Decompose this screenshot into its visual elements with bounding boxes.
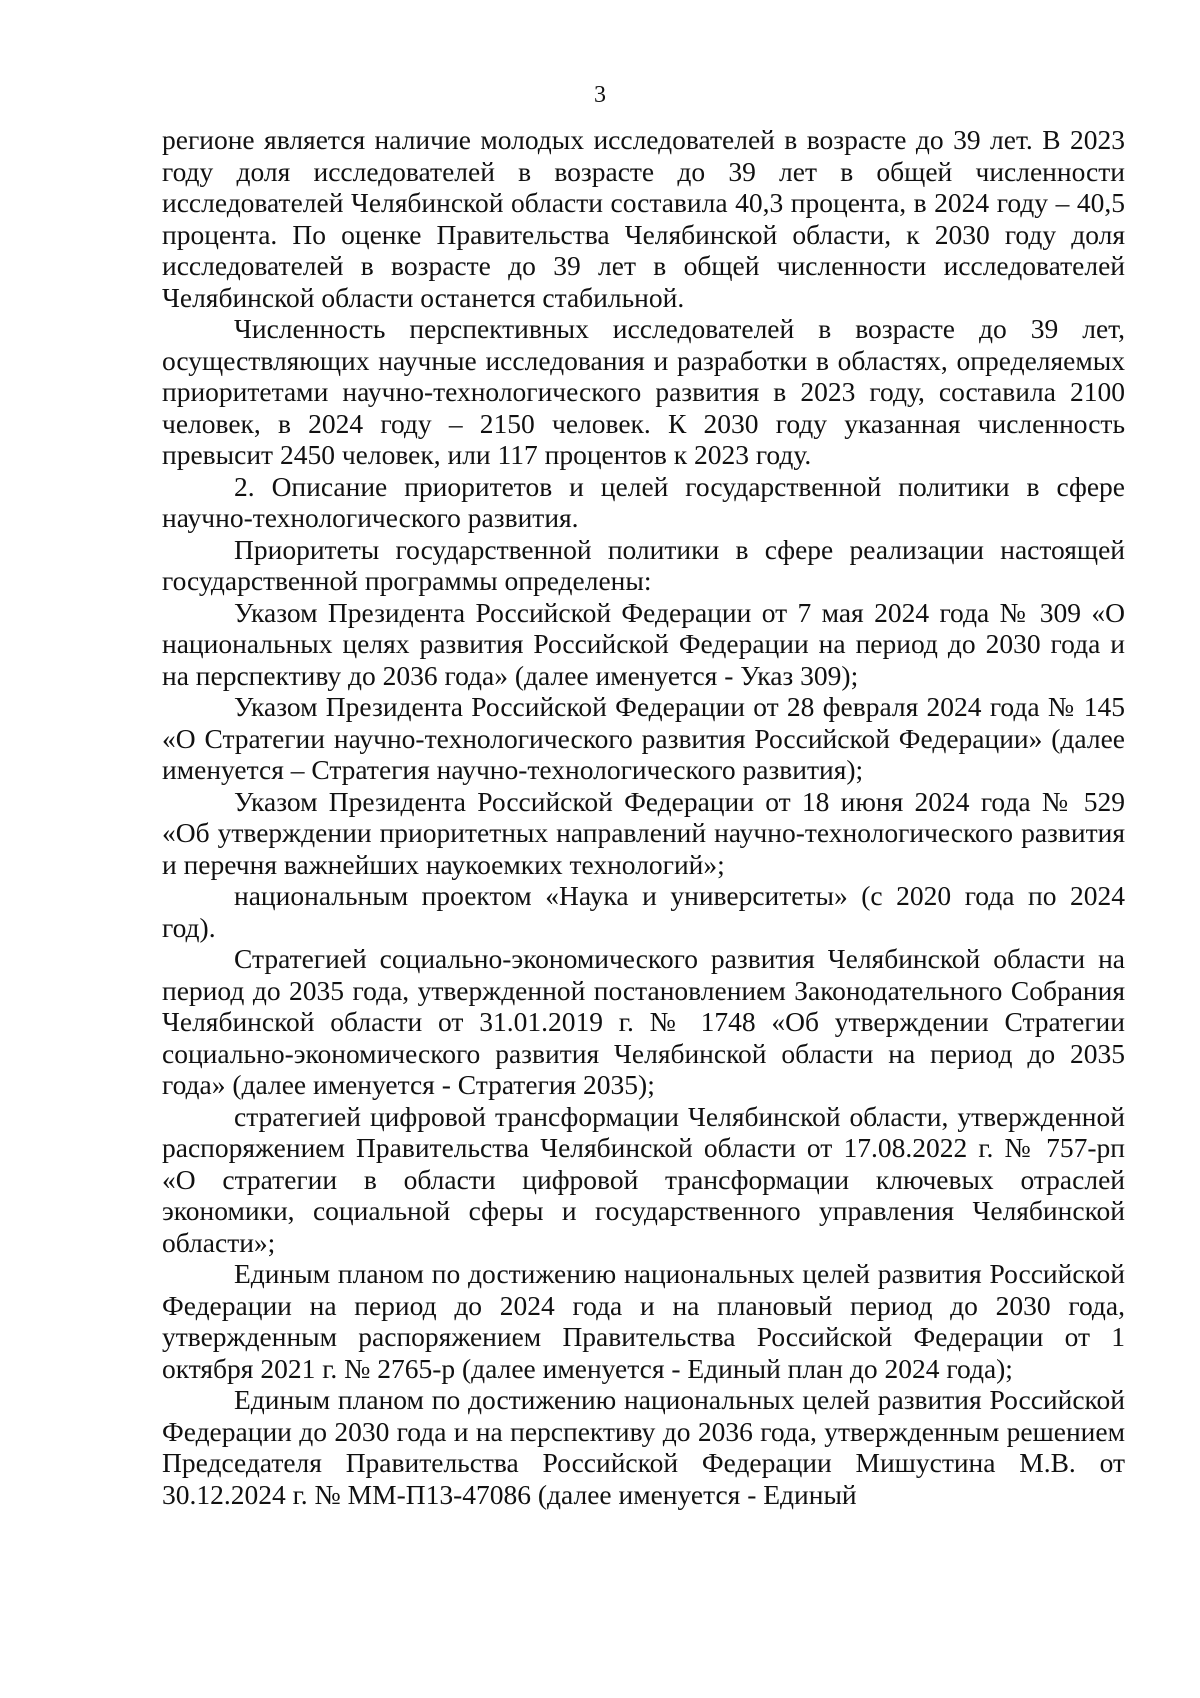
list-item-decree-309: Указом Президента Российской Федерации от 7 мая 2024 года № 309 «О национальных целях развития Российской Федерации на период до 2030 года и на перспективу до 2036 года» (далее именуется - Указ 309); (162, 596, 1125, 691)
page-number: 3 (594, 82, 606, 108)
section-heading-priorities: 2. Описание приоритетов и целей государственной политики в сфере научно-технологического развития. (162, 470, 1125, 533)
list-item-decree-145: Указом Президента Российской Федерации от 28 февраля 2024 года № 145 «О Стратегии научно-технологического развития Российской Федерации» (далее именуется – Стратегия научно-технологического развития); (162, 691, 1125, 785)
list-item-strategy-2035: Стратегией социально-экономического развития Челябинской области на период до 2035 года, утвержденной постановлением Законодательного Собрания Челябинской области от 31.01.2019 г. № 1748 «Об утверждении Стратегии социально-экономического развития Челябинской области на период до 2035 года» (далее именуется - Стратегия 2035); (162, 943, 1125, 1100)
list-item-unified-plan-2024: Единым планом по достижению национальных целей развития Российской Федерации на период до 2024 года и на плановый период до 2030 года, утвержденным распоряжением Правительства Российской Федерации от 1 октября 2021 г. № 2765-р (далее именуется - Единый план до 2024 года); (162, 1258, 1125, 1384)
document-body (162, 124, 1125, 1510)
list-item-unified-plan-2030: Единым планом по достижению национальных целей развития Российской Федерации до 2030 года и на перспективу до 2036 года, утвержденным решением Председателя Правительства Российской Федерации Мишустина М.В. от 30.12.2024 г. № ММ-П13-47086 (далее именуется - Единый (162, 1384, 1125, 1510)
paragraph-promising-researchers-count: Численность перспективных исследователей в возрасте до 39 лет, осуществляющих научные исследования и разработки в областях, определяемых приоритетами научно-технологического развития в 2023 году, составила 2100 человек, в 2024 году – 2150 человек. К 2030 году указанная численность превысит 2450 человек, или 117 процентов к 2023 году. (162, 313, 1125, 470)
list-item-national-project: национальным проектом «Наука и университеты» (с 2020 года по 2024 год). (162, 880, 1125, 943)
list-item-decree-529: Указом Президента Российской Федерации от 18 июня 2024 года № 529 «Об утверждении приоритетных направлений научно-технологического развития и перечня важнейших наукоемких технологий»; (162, 785, 1125, 880)
paragraph-priorities-intro: Приоритеты государственной политики в сфере реализации настоящей государственной программы определены: (162, 533, 1125, 596)
paragraph-young-researchers-share: регионе является наличие молодых исследователей в возрасте до 39 лет. В 2023 году доля исследователей в возрасте до 39 лет в общей численности исследователей Челябинской области составила 40,3 процента, в 2024 году – 40,5 процента. По оценке Правительства Челябинской области, к 2030 году доля исследователей в возрасте до 39 лет в общей численности исследователей Челябинской области останется стабильной. (162, 124, 1125, 313)
list-item-digital-strategy: стратегией цифровой трансформации Челябинской области, утвержденной распоряжением Правительства Челябинской области от 17.08.2022 г. № 757-рп «О стратегии в области цифровой трансформации ключевых отраслей экономики, социальной сферы и государственного управления Челябинской области»; (162, 1100, 1125, 1258)
